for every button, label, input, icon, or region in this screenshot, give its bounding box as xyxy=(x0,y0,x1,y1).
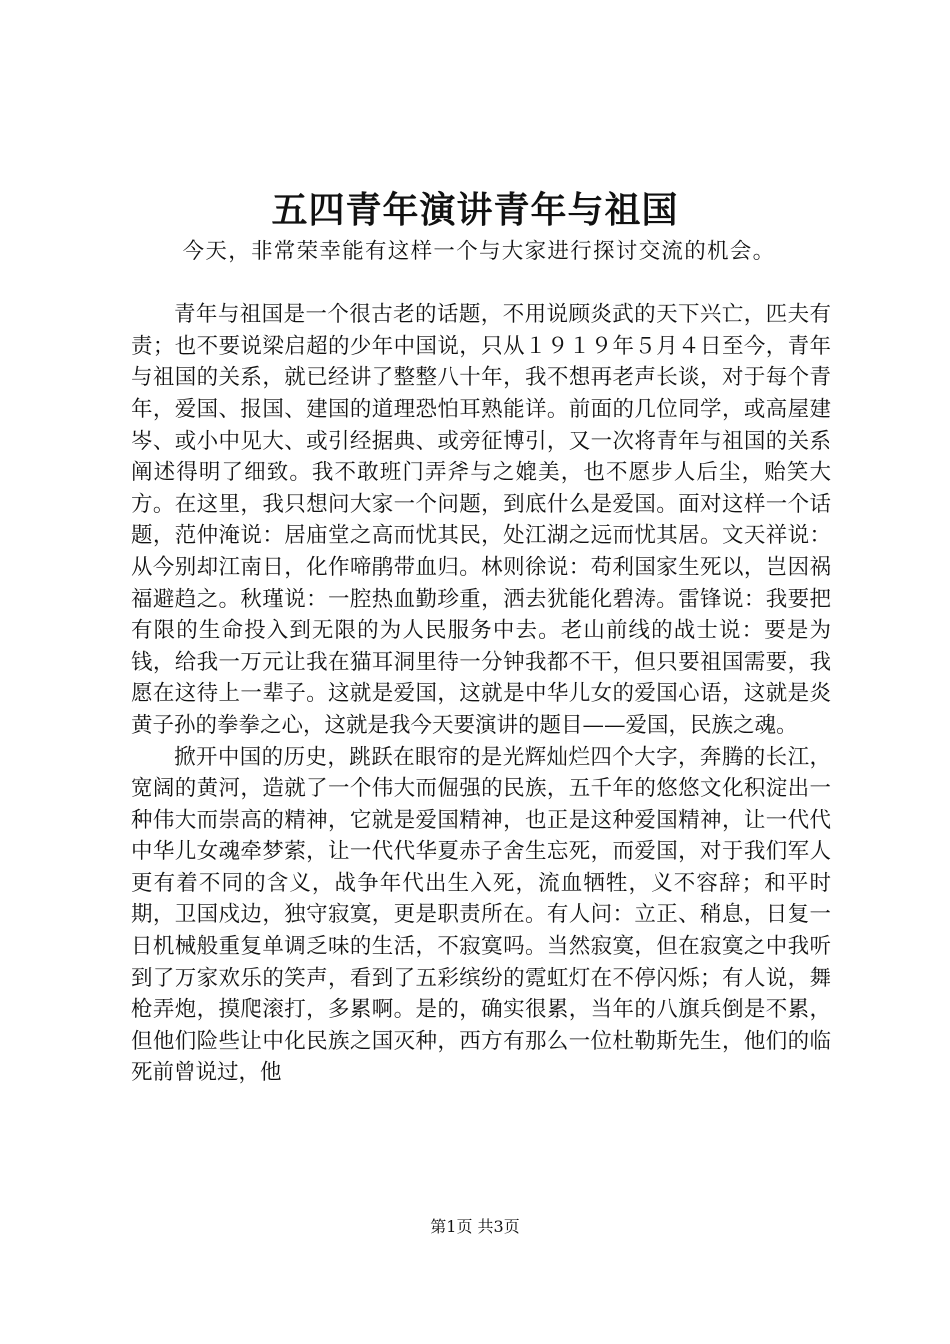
body-paragraph: 掀开中国的历史，跳跃在眼帘的是光辉灿烂四个大字，奔腾的长江，宽阔的黄河，造就了一个伟大而倔强的民族，五千年的悠悠文化积淀出一种伟大而崇高的精神，它就是爱国精神，也正是这种爱国精神，让一代代中华儿女魂牵梦萦，让一代代华夏赤子舍生忘死，而爱国，对于我们军人更有着不同的含义，战争年代出生入死，流血牺牲，义不容辞；和平时期，卫国戍边，独守寂寞，更是职责所在。有人问：立正、稍息，日复一日机械般重复单调乏味的生活，不寂寞吗。当然寂寞，但在寂寞之中我听到了万家欢乐的笑声，看到了五彩缤纷的霓虹灯在不停闪烁；有人说，舞枪弄炮，摸爬滚打，多累啊。是的，确实很累，当年的八旗兵倒是不累，但他们险些让中化民族之国灭种，西方有那么一位杜勒斯先生，他们的临死前曾说过，他 xyxy=(131,744,831,1086)
intro-paragraph: 今天，非常荣幸能有这样一个与大家进行探讨交流的机会。 xyxy=(182,239,776,264)
page-number-footer: 第1页 共3页 xyxy=(430,1217,520,1236)
body-paragraph: 青年与祖国是一个很古老的话题，不用说顾炎武的天下兴亡，匹夫有责；也不要说梁启超的少年中国说，只从１９１９年５月４日至今，青年与祖国的关系，就已经讲了整整八十年，我不想再老声长谈，对于每个青年，爱国、报国、建国的道理恐怕耳熟能详。前面的几位同学，或高屋建岑、或小中见大、或引经据典、或旁征博引，又一次将青年与祖国的关系阐述得明了细致。我不敢班门弄斧与之媲美，也不愿步人后尘，贻笑大方。在这里，我只想问大家一个问题，到底什么是爱国。面对这样一个话题，范仲淹说：居庙堂之高而忧其民，处江湖之远而忧其居。文天祥说：从今别却江南日，化作啼鹃带血归。林则徐说：苟利国家生死以，岂因祸福避趋之。秋瑾说：一腔热血勤珍重，洒去犹能化碧涛。雷锋说：我要把有限的生命投入到无限的为人民服务中去。老山前线的战士说：要是为钱，给我一万元让我在猫耳洞里待一分钟我都不干，但只要祖国需要，我愿在这待上一辈子。这就是爱国，这就是中华儿女的爱国心语，这就是炎黄子孙的拳拳之心，这就是我今天要演讲的题目——爱国，民族之魂。 xyxy=(131,302,831,738)
document-body xyxy=(131,236,831,1089)
blank-line xyxy=(131,268,831,300)
document-title: 五四青年演讲青年与祖国 xyxy=(271,189,679,231)
